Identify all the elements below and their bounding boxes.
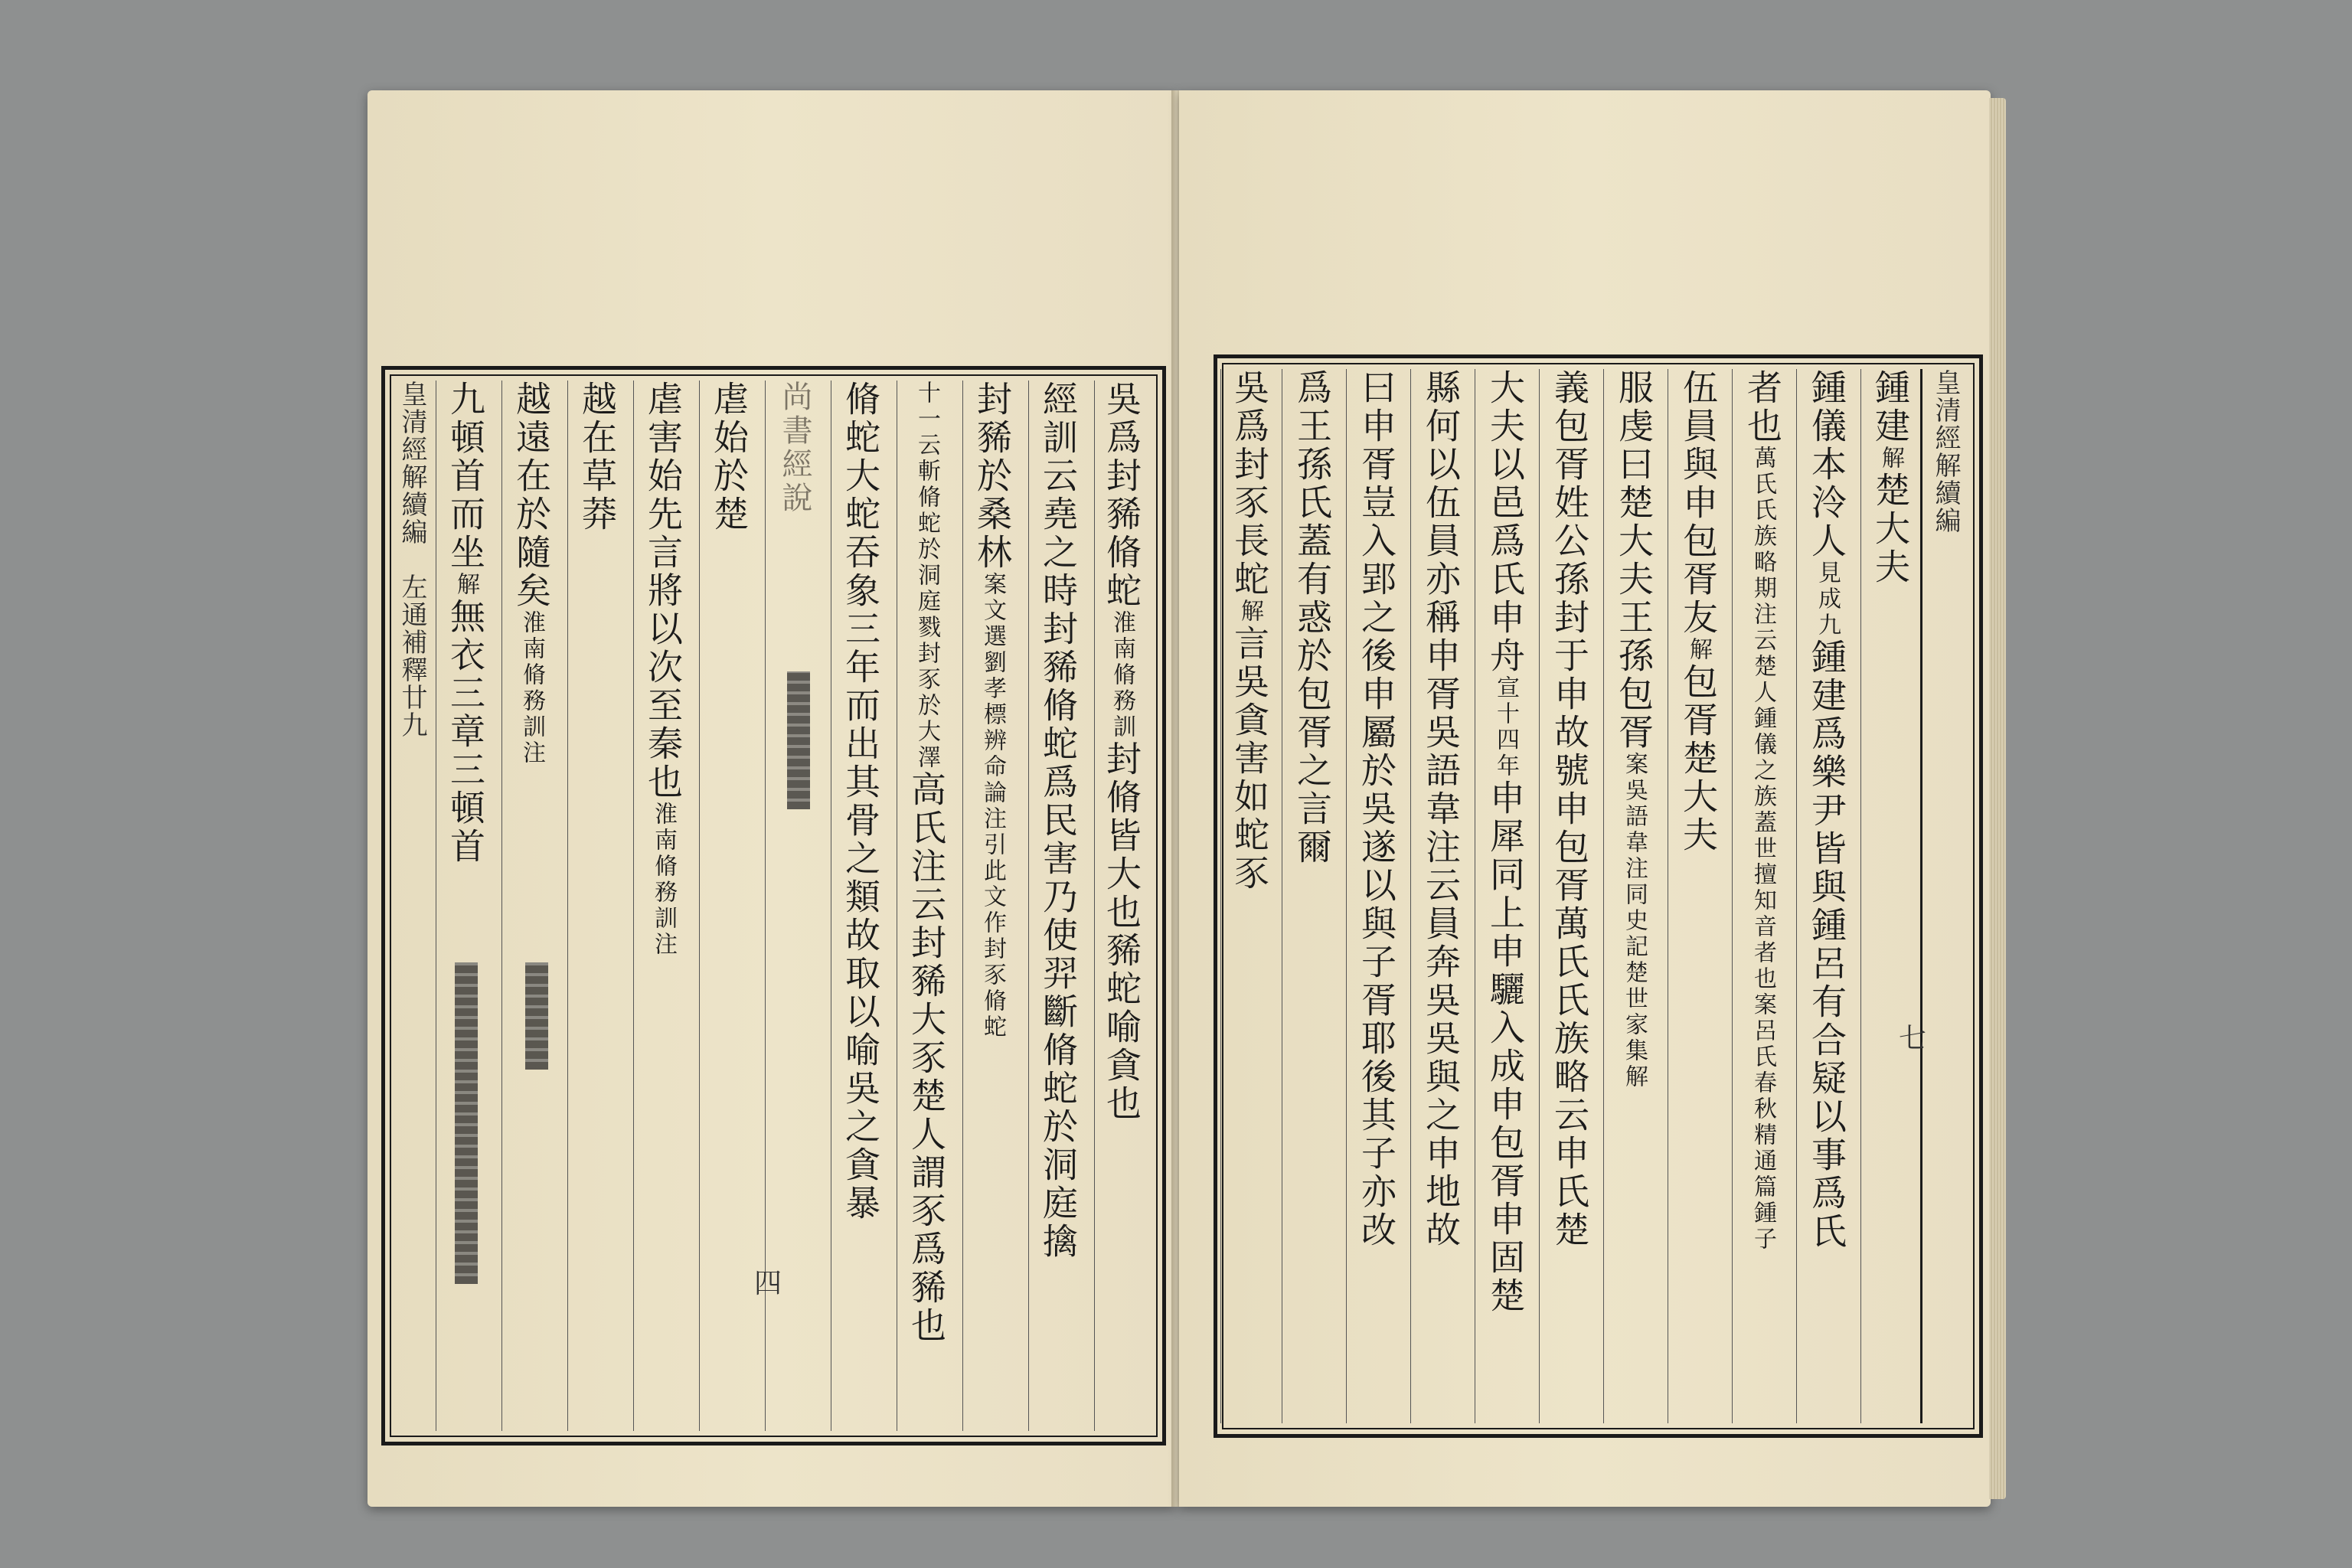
right-page [1179,90,1991,1507]
left-side-title: 皇清經解續編 左通補釋廿九 [397,381,427,739]
right-col-6: 義包胥姓公孫封于申故號申包胥萬氏氏族略云申氏楚 [1539,369,1599,1423]
right-col-11: 吳爲封豕長蛇解言吳貪害如蛇豕 [1220,369,1278,1423]
page-edge [1989,98,2006,1499]
right-col-1: 鍾建解楚大夫 [1860,369,1919,1423]
right-side-title: 皇清經解續編 [1920,369,1968,1423]
left-col-3: 封豨於桑林案文選劉孝標辨命論注引此文作封豕脩蛇 [962,381,1021,1431]
left-col-10: 越遠在於隨矣淮南脩務訓注 [501,381,560,1431]
left-col-7: 虐始於楚 [699,381,758,1431]
right-col-8: 縣何以伍員亦稱申胥吳語韋注云員奔吳吳與之申地故 [1410,369,1471,1423]
open-book [368,90,1991,1507]
right-col-5: 服虔曰楚大夫王孫包胥案吳語韋注同史記楚世家集解 [1603,369,1664,1423]
left-col-11: 九頓首而坐解無衣三章三頓首 [436,381,495,1431]
left-page [368,90,1175,1507]
left-page-mark: 四 [754,1268,782,1299]
right-page-mark: 七 [1899,1023,1927,1054]
left-col-4: 十一云斬脩蛇於洞庭戮封豕於大澤高氏注云封豨大豕楚人謂豕爲豨也 [897,381,956,1431]
left-col-2: 經訓云堯之時封豨脩蛇爲民害乃使羿斷脩蛇於洞庭擒 [1028,381,1087,1431]
left-col-9: 越在草莽 [567,381,626,1431]
right-col-7: 大夫以邑爲氏申舟宣十四年申犀同上申驪入成申包胥申固楚 [1475,369,1535,1423]
left-col-5: 脩蛇大蛇吞象三年而出其骨之類故取以喻吳之貪暴 [831,381,890,1431]
bleed-through-mark [787,671,810,809]
right-col-3: 者也萬氏氏族略期注云楚人鍾儀之族蓋世擅知音者也案呂氏春秋精通篇鍾子 [1732,369,1792,1423]
right-col-2: 鍾儀本泠人見成九鍾建爲樂尹皆與鍾呂有合疑以事爲氏 [1796,369,1857,1423]
right-col-4: 伍員與申包胥友解包胥楚大夫 [1668,369,1728,1423]
right-text-frame [1214,354,1983,1438]
left-col-8: 虐害始先言將以次至秦也淮南脩務訓注 [633,381,692,1431]
right-col-10: 爲王孫氏蓋有惑於包胥之言爾 [1282,369,1342,1423]
left-col-1: 吳爲封豨脩蛇淮南脩務訓封脩皆大也豨蛇喻貪也 [1094,381,1148,1431]
right-col-9: 曰申胥豈入郢之後申屬於吳遂以與子胥耶後其子亦改 [1346,369,1406,1423]
left-col-6: 尚書經說 [765,381,824,1431]
